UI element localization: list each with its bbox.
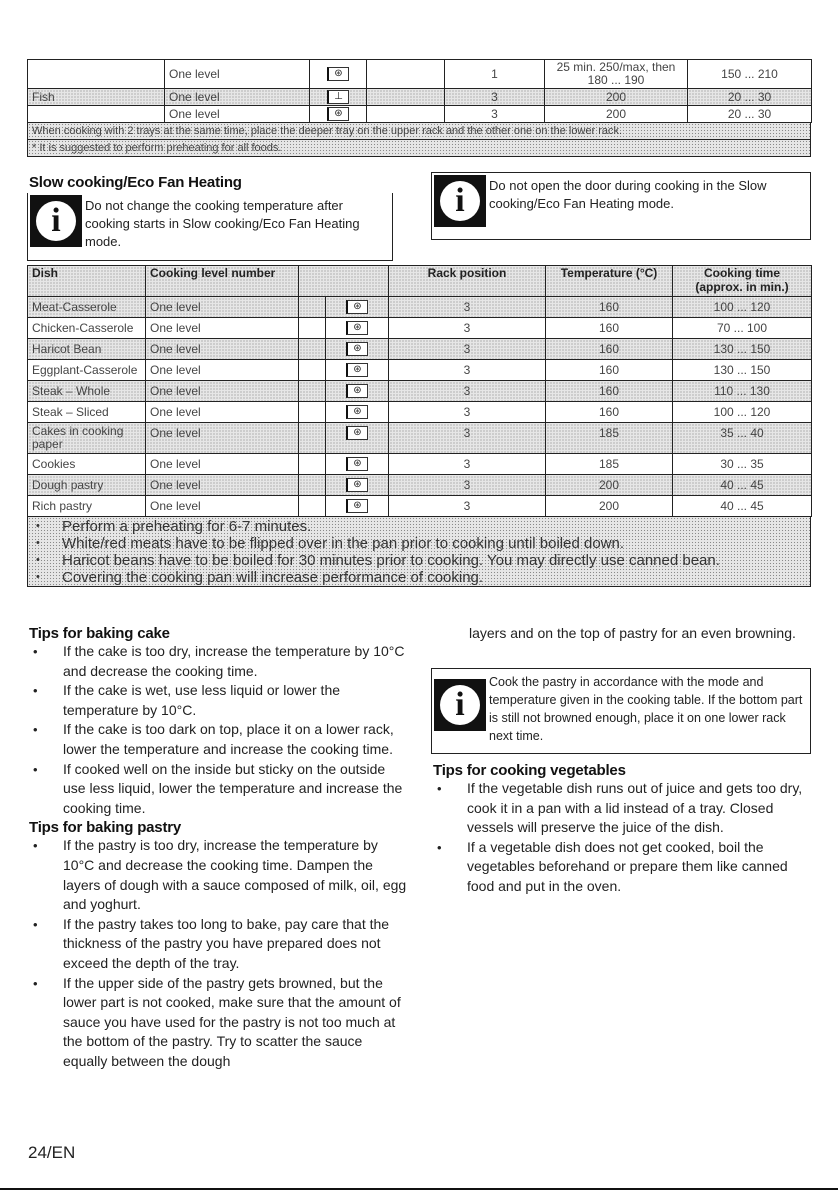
slow-cooking-table (27, 265, 811, 587)
mode-cell (326, 475, 389, 496)
info-text-door: Do not open the door during cooking in the Slow cooking/Eco Fan Heating mode. (489, 178, 767, 211)
dish-cell: Dough pastry (28, 475, 146, 496)
page-number: 24/EN (28, 1143, 76, 1162)
tip-item: • If the cake is wet, use less liquid or lower the temperature by 10°C. (29, 681, 409, 720)
top-table-row (28, 89, 812, 106)
level-cell: One level (146, 402, 299, 423)
header-temperature: Temperature (°C) (546, 266, 673, 297)
rack-cell: 3 (389, 297, 546, 318)
rack-cell: 3 (389, 318, 546, 339)
level-cell: One level (146, 454, 299, 475)
slow-table-row (28, 496, 812, 517)
fan-heating-icon: ⊛ (346, 384, 368, 398)
temp-cell: 200 (546, 475, 673, 496)
mode-cell (326, 423, 389, 454)
temp-cell: 185 (546, 423, 673, 454)
slow-notes (27, 517, 811, 587)
mode-cell (326, 318, 389, 339)
fan-heating-icon: ⊛ (346, 499, 368, 513)
left-column (29, 625, 409, 1071)
temp-cell: 200 (546, 496, 673, 517)
slow-note-3: • Haricot beans have to be boiled for 30 minutes prior to cooking. You may directly use canned bean. (28, 552, 810, 569)
info-text-pastry: Cook the pastry in accordance with the mode and temperature given in the cooking table. If the bottom part is still not browned enough, place it on one lower rack next time. (489, 675, 803, 743)
dish-cell: Chicken-Casserole (28, 318, 146, 339)
tip-item: • If the pastry takes too long to bake, pay care that the thickness of the pastry you have prepared does not exceed the depth of the tray. (29, 915, 409, 974)
top-table-note-1: When cooking with 2 trays at the same time, place the deeper tray on the upper rack and the other one on the lower rack. (27, 123, 811, 140)
mode-cell (326, 297, 389, 318)
temp-cell: 200 (545, 89, 688, 106)
top-table-row (28, 60, 812, 89)
slow-table-row (28, 360, 812, 381)
time-cell: 150 ... 210 (688, 60, 812, 89)
tip-item: • If the cake is too dark on top, place it on a lower rack, lower the temperature and increase the cooking time. (29, 720, 409, 759)
mode-cell (326, 496, 389, 517)
level-cell: One level (165, 106, 310, 123)
mode-cell (326, 339, 389, 360)
slow-table-row (28, 423, 812, 454)
fan-heating-icon: ⊛ (346, 405, 368, 419)
slow-table-row (28, 402, 812, 423)
info-box-door (431, 172, 811, 240)
level-cell: One level (165, 60, 310, 89)
fan-heating-icon: ⊛ (327, 107, 349, 121)
time-cell: 35 ... 40 (673, 423, 812, 454)
level-cell: One level (146, 423, 299, 454)
time-cell: 40 ... 45 (673, 496, 812, 517)
bottom-rule (0, 1188, 838, 1190)
temp-cell: 160 (546, 318, 673, 339)
dish-cell (28, 106, 165, 123)
slow-note-1: • Perform a preheating for 6-7 minutes. (28, 518, 810, 535)
time-cell: 100 ... 120 (673, 402, 812, 423)
rack-cell: 3 (389, 423, 546, 454)
tips-veg-list (433, 779, 809, 897)
dish-cell: Cookies (28, 454, 146, 475)
fan-heating-icon: ⊛ (346, 426, 368, 440)
slow-table-row (28, 318, 812, 339)
mode-cell (326, 454, 389, 475)
time-cell: 30 ... 35 (673, 454, 812, 475)
slow-table-row (28, 454, 812, 475)
info-icon: i (434, 679, 486, 731)
info-box-pastry (431, 668, 811, 754)
dish-cell: Fish (28, 89, 165, 106)
temp-cell: 200 (545, 106, 688, 123)
slow-table-row (28, 297, 812, 318)
rack-cell: 3 (389, 402, 546, 423)
tips-veg-heading: Tips for cooking vegetables (433, 762, 626, 779)
time-cell: 70 ... 100 (673, 318, 812, 339)
time-cell: 40 ... 45 (673, 475, 812, 496)
time-cell: 130 ... 150 (673, 339, 812, 360)
temp-cell: 160 (546, 360, 673, 381)
temp-cell: 160 (546, 402, 673, 423)
temp-cell: 185 (546, 454, 673, 475)
mode-cell (326, 402, 389, 423)
rack-cell: 3 (389, 475, 546, 496)
slow-table-row (28, 381, 812, 402)
header-dish: Dish (28, 266, 146, 297)
tips-cake-heading: Tips for baking cake (29, 625, 170, 642)
bottom-top-heating-icon: ⊥ (327, 90, 349, 104)
tips-cake-list (29, 642, 409, 818)
time-cell: 100 ... 120 (673, 297, 812, 318)
header-rack: Rack position (389, 266, 546, 297)
rack-cell: 3 (389, 496, 546, 517)
rack-cell: 3 (389, 454, 546, 475)
veg-column (433, 762, 809, 897)
level-cell: One level (146, 339, 299, 360)
top-table-note-2: * It is suggested to perform preheating for all foods. (27, 140, 811, 157)
tip-item: • If the upper side of the pastry gets browned, but the lower part is not cooked, make sure that the amount of sauce you have used for the pastry is not too much at the bottom of the pastry. Try to scatter the sauce equally between the dough (29, 974, 409, 1072)
temp-cell: 160 (546, 297, 673, 318)
fan-heating-icon: ⊛ (327, 67, 349, 81)
mode-cell (310, 89, 367, 106)
fan-heating-icon: ⊛ (346, 478, 368, 492)
mode-cell (326, 381, 389, 402)
tip-item: • If a vegetable dish does not get cooked, boil the vegetables beforehand or prepare them like canned food and put in the oven. (433, 838, 809, 897)
dish-cell: Steak – Whole (28, 381, 146, 402)
dish-cell: Rich pastry (28, 496, 146, 517)
header-time-line1: Cooking time (703, 266, 780, 280)
level-cell: One level (146, 381, 299, 402)
level-cell: One level (146, 496, 299, 517)
temp-cell: 160 (546, 381, 673, 402)
fan-heating-icon: ⊛ (346, 300, 368, 314)
dish-cell: Steak – Sliced (28, 402, 146, 423)
rack-cell: 1 (445, 60, 545, 89)
dish-cell: Meat-Casserole (28, 297, 146, 318)
time-cell: 20 ... 30 (688, 89, 812, 106)
tip-item: • If the pastry is too dry, increase the temperature by 10°C and decrease the cooking time. Dampen the layers of dough with a sauce composed of milk, oil, egg and yoghurt. (29, 836, 409, 914)
fan-heating-icon: ⊛ (346, 457, 368, 471)
slow-cooking-heading: Slow cooking/Eco Fan Heating (29, 174, 242, 191)
tip-item: • If the vegetable dish runs out of juice and gets too dry, cook it in a pan with a lid instead of a tray. Closed vessels will preserve the juice of the dish. (433, 779, 809, 838)
fan-heating-icon: ⊛ (346, 363, 368, 377)
level-cell: One level (165, 89, 310, 106)
rack-cell: 3 (445, 106, 545, 123)
top-cooking-table (27, 59, 811, 157)
info-icon: i (434, 175, 486, 227)
mode-cell (310, 60, 367, 89)
tips-pastry-list (29, 836, 409, 1071)
info-icon: i (30, 195, 82, 247)
rack-cell: 3 (389, 381, 546, 402)
header-time-line2: (approx. in min.) (695, 280, 789, 294)
rack-cell: 3 (389, 360, 546, 381)
level-cell: One level (146, 475, 299, 496)
time-cell: 110 ... 130 (673, 381, 812, 402)
level-cell: One level (146, 297, 299, 318)
mode-cell (326, 360, 389, 381)
dish-cell: Cakes in cooking paper (28, 423, 146, 454)
fan-heating-icon: ⊛ (346, 321, 368, 335)
info-box-temperature (27, 193, 393, 261)
header-time (673, 266, 812, 297)
fan-heating-icon: ⊛ (346, 342, 368, 356)
info-text-temperature: Do not change the cooking temperature after cooking starts in Slow cooking/Eco Fan Heating mode. (85, 198, 360, 249)
time-cell: 20 ... 30 (688, 106, 812, 123)
rack-cell: 3 (389, 339, 546, 360)
mode-cell (310, 106, 367, 123)
pastry-continued (439, 624, 809, 644)
level-cell: One level (146, 318, 299, 339)
slow-note-2: • White/red meats have to be flipped over in the pan prior to cooking until boiled down. (28, 535, 810, 552)
temp-cell: 160 (546, 339, 673, 360)
rack-cell: 3 (445, 89, 545, 106)
pastry-continued-text: layers and on the top of pastry for an even browning. (469, 625, 796, 641)
level-cell: One level (146, 360, 299, 381)
header-level: Cooking level number (146, 266, 299, 297)
top-table-row (28, 106, 812, 123)
slow-note-4: • Covering the cooking pan will increase performance of cooking. (28, 569, 810, 586)
tips-pastry-heading: Tips for baking pastry (29, 819, 182, 837)
dish-cell: Eggplant-Casserole (28, 360, 146, 381)
slow-table-row (28, 475, 812, 496)
temp-cell: 25 min. 250/max, then 180 ... 190 (545, 60, 688, 89)
tip-item: • If cooked well on the inside but sticky on the outside use less liquid, lower the temperature and increase the cooking time. (29, 760, 409, 819)
dish-cell: Haricot Bean (28, 339, 146, 360)
tip-item: • If the cake is too dry, increase the temperature by 10°C and decrease the cooking time. (29, 642, 409, 681)
right-column (439, 624, 809, 644)
dish-cell (28, 60, 165, 89)
time-cell: 130 ... 150 (673, 360, 812, 381)
slow-table-row (28, 339, 812, 360)
